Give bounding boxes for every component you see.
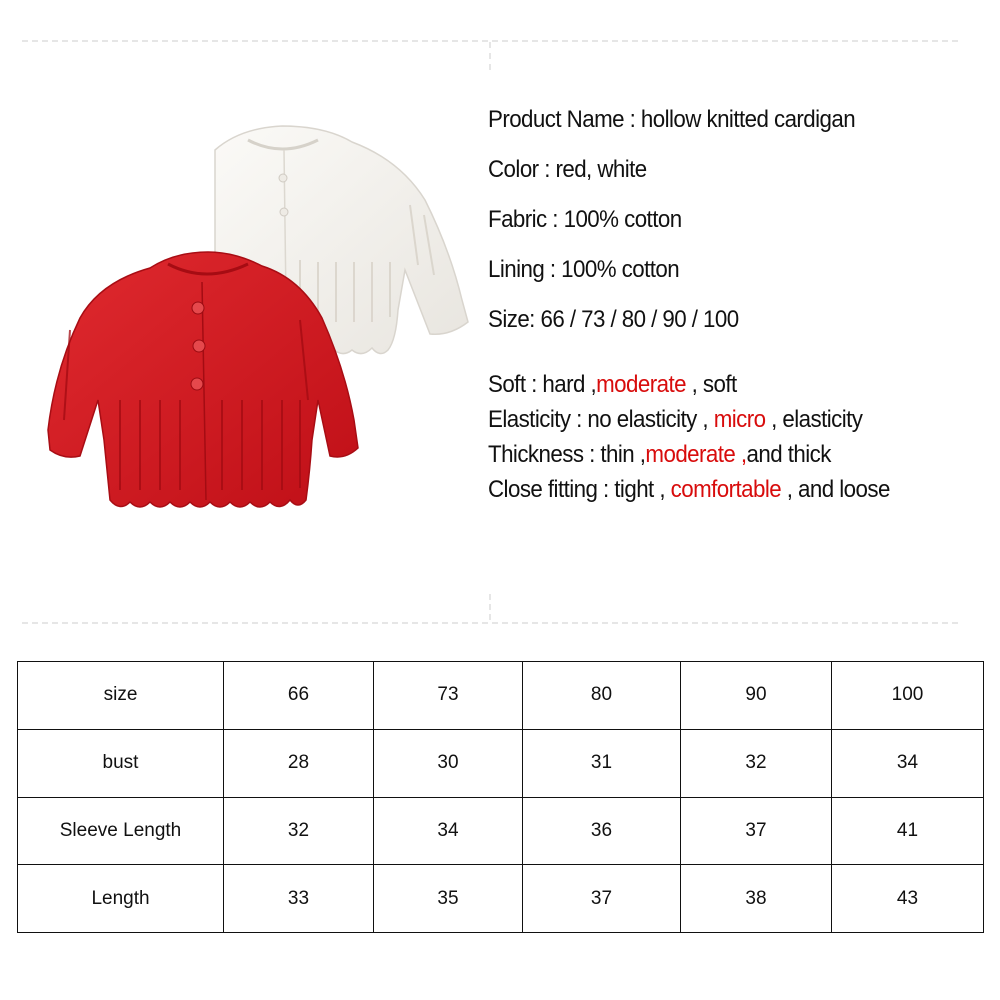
feature-soft-rest: , soft [685,371,737,398]
feature-close-fitting-highlight: comfortable [670,476,782,503]
table-row [18,729,984,797]
feature-elasticity-rest: , elasticity [765,406,863,433]
table-cell: 36 [523,797,681,865]
table-cell: 80 [523,662,681,730]
lower-dashed-accent [489,594,491,620]
table-cell: 38 [681,865,832,933]
table-cell: 100 [832,662,984,730]
bottom-dashed-divider [22,622,958,624]
spec-lining: Lining : 100% cotton [488,256,680,283]
feature-elasticity-label: Elasticity : no elasticity , [488,406,714,433]
feature-thickness-highlight: moderate , [645,441,747,468]
size-table [17,661,984,933]
spec-color: Color : red, white [488,156,647,183]
spec-size: Size: 66 / 73 / 80 / 90 / 100 [488,306,739,333]
table-cell: 32 [224,797,374,865]
feature-thickness-rest: and thick [746,441,831,468]
table-cell: 41 [832,797,984,865]
table-cell: size [18,662,224,730]
table-cell: 28 [224,729,374,797]
feature-elasticity [488,406,862,434]
table-cell: 32 [681,729,832,797]
feature-soft-highlight: moderate [596,371,686,398]
table-cell: 90 [681,662,832,730]
table-cell: 31 [523,729,681,797]
table-cell: 34 [832,729,984,797]
feature-soft [488,371,737,399]
table-cell: 35 [374,865,523,933]
feature-close-fitting-label: Close fitting : tight , [488,476,671,503]
table-row [18,797,984,865]
feature-close-fitting [488,476,890,504]
product-photo [0,0,480,600]
table-cell: Length [18,865,224,933]
table-cell: 66 [224,662,374,730]
table-row [18,865,984,933]
table-cell: 34 [374,797,523,865]
spec-product-name: Product Name : hollow knitted cardigan [488,106,856,133]
table-cell: Sleeve Length [18,797,224,865]
feature-thickness [488,441,831,469]
right-dashed-accent [489,42,491,70]
table-cell: 33 [224,865,374,933]
table-cell: bust [18,729,224,797]
feature-close-fitting-rest: , and loose [781,476,890,503]
feature-elasticity-highlight: micro [713,406,766,433]
table-row [18,662,984,730]
table-cell: 30 [374,729,523,797]
feature-soft-label: Soft : hard , [488,371,597,398]
table-cell: 37 [523,865,681,933]
table-cell: 73 [374,662,523,730]
spec-fabric: Fabric : 100% cotton [488,206,682,233]
feature-thickness-label: Thickness : thin , [488,441,646,468]
table-cell: 43 [832,865,984,933]
table-cell: 37 [681,797,832,865]
